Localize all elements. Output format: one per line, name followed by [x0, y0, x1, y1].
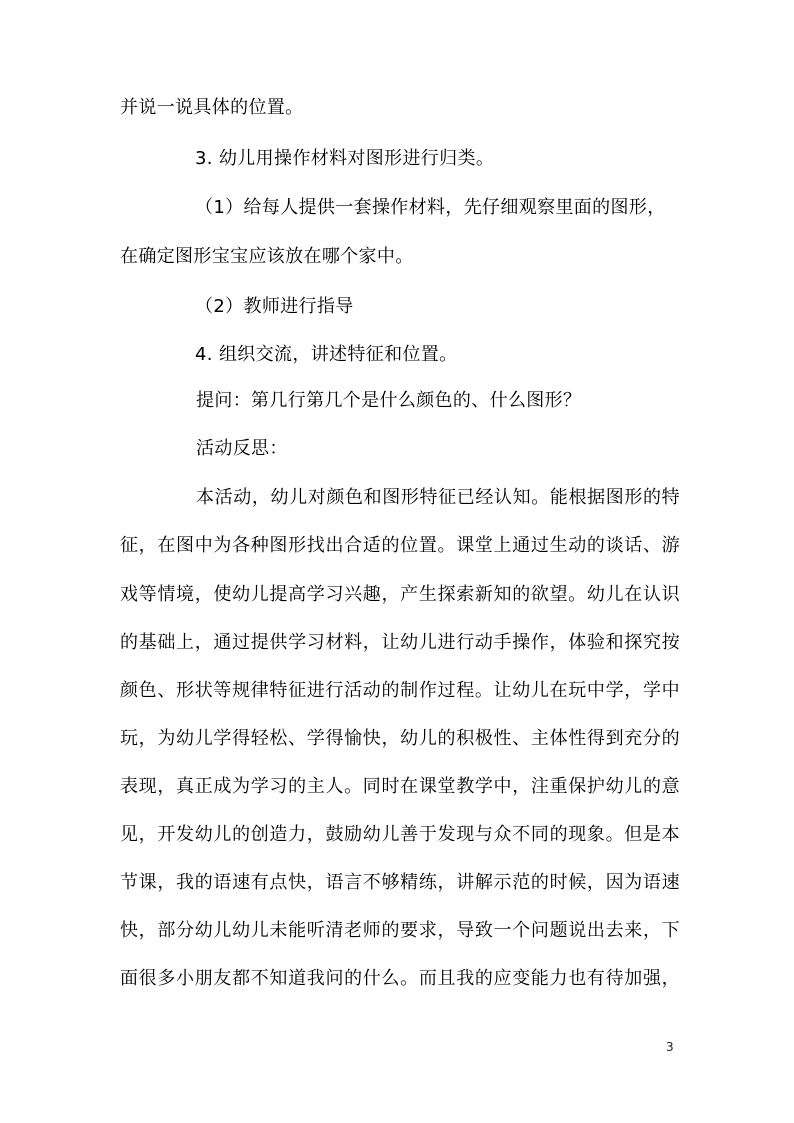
text-line: （1）给每人提供一套操作材料，先仔细观察里面的图形，	[195, 197, 666, 218]
paragraph-line: 本活动，幼儿对颜色和图形特征已经认知。能根据图形的特	[196, 487, 680, 508]
paragraph-line: 玩，为幼儿学得轻松、学得愉快，幼儿的积极性、主体性得到充分的	[120, 728, 680, 749]
paragraph-line: 征，在图中为各种图形找出合适的位置。课堂上通过生动的谈话、游	[120, 535, 680, 556]
question-line: 提问：第几行第几个是什么颜色的、什么图形？	[196, 390, 582, 411]
text-line: 在确定图形宝宝应该放在哪个家中。	[120, 246, 414, 267]
text-line: 并说一说具体的位置。	[120, 97, 304, 118]
step-heading: 3. 幼儿用操作材料对图形进行归类。	[195, 148, 495, 169]
paragraph-line: 戏等情境，使幼儿提高学习兴趣，产生探索新知的欲望。幼儿在认识	[120, 584, 680, 605]
paragraph-line: 的基础上，通过提供学习材料，让幼儿进行动手操作，体验和探究按	[120, 632, 680, 653]
paragraph-line: 节课，我的语速有点快，语言不够精练，讲解示范的时候，因为语速	[120, 872, 680, 893]
paragraph-line: 见，开发幼儿的创造力，鼓励幼儿善于发现与众不同的现象。但是本	[120, 824, 680, 845]
paragraph-line: 面很多小朋友都不知道我问的什么。而且我的应变能力也有待加强，	[120, 968, 680, 989]
step-heading: 4. 组织交流，讲述特征和位置。	[195, 344, 458, 365]
paragraph-line: 快，部分幼儿幼儿未能听清老师的要求，导致一个问题说出去来，下	[120, 920, 680, 941]
section-heading: 活动反思：	[196, 438, 288, 459]
paragraph-line: 表现，真正成为学习的主人。同时在课堂教学中，注重保护幼儿的意	[120, 776, 680, 797]
page-number: 3	[666, 1040, 674, 1054]
text-line: （2）教师进行指导	[195, 296, 354, 317]
paragraph-line: 颜色、形状等规律特征进行活动的制作过程。让幼儿在玩中学，学中	[120, 680, 680, 701]
